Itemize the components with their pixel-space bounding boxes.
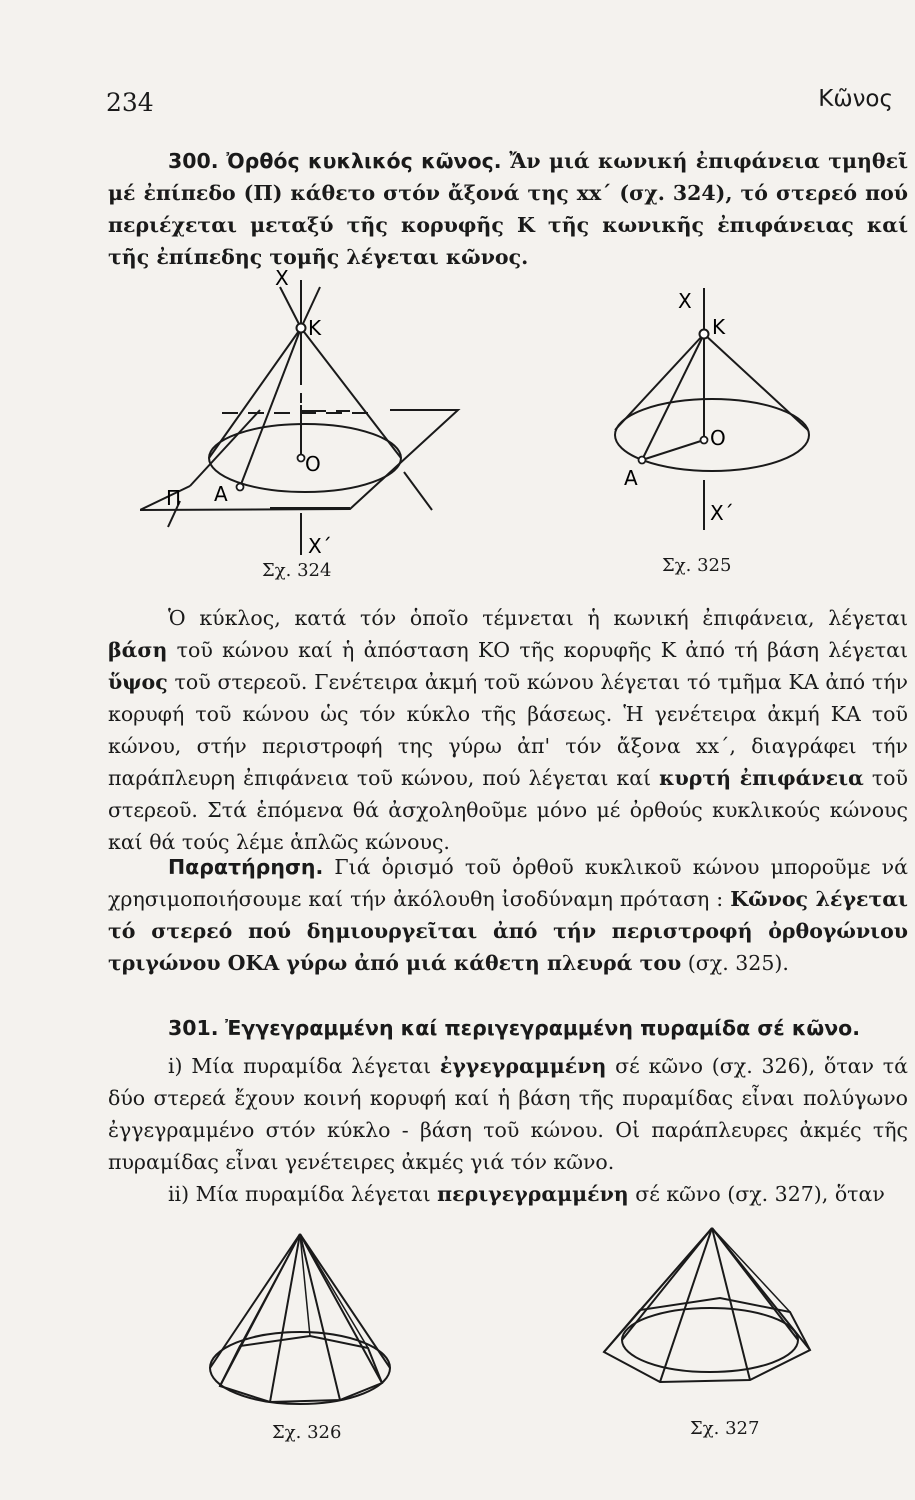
text-run: σέ κῶνο (σχ. 327), ὅταν bbox=[628, 1182, 885, 1206]
figure-325 bbox=[600, 280, 820, 540]
fig325-label-xp: X΄ bbox=[710, 501, 734, 525]
remark-label: Παρατήρηση. bbox=[168, 855, 324, 879]
figure-324 bbox=[140, 265, 470, 565]
fig325-caption: Σχ. 325 bbox=[662, 555, 732, 576]
term-inscribed: ἐγγεγραμμένη bbox=[439, 1054, 607, 1078]
fig324-label-p: Π bbox=[166, 486, 182, 510]
section-301-number: 301. bbox=[168, 1016, 219, 1040]
fig327-caption: Σχ. 327 bbox=[690, 1418, 760, 1439]
figure-326 bbox=[200, 1228, 400, 1418]
text-run: Μία πυραμίδα λέγεται bbox=[189, 1182, 438, 1206]
remark-paragraph bbox=[108, 851, 908, 979]
definition-paragraph bbox=[108, 602, 908, 858]
fig324-label-a: A bbox=[214, 482, 228, 506]
fig324-label-k: K bbox=[308, 316, 322, 340]
remark-statement: Κῶνος λέγεται τό στερεό πού δημιουργεῖται ἀπό τήν περιστροφή ὀρθογώνιου τριγώνου ΟΚΑ γύρω ἀπό μιά κάθετη πλευρά του bbox=[108, 887, 908, 975]
fig324-caption: Σχ. 324 bbox=[262, 560, 332, 581]
section-301-title: Ἐγγεγραμμένη καί περιγεγραμμένη πυραμίδα σέ κῶνο. bbox=[225, 1016, 861, 1040]
base-ellipse-326 bbox=[210, 1332, 390, 1404]
text-run: τοῦ στερεοῦ. Στά ἑπόμενα θά ἀσχοληθοῦμε μόνο μέ ὀρθούς κυκλικούς κώνους καί θά τούς λέμε ἁπλῶς κώνους. bbox=[108, 766, 908, 854]
section-301 bbox=[108, 1012, 908, 1210]
running-head: Κῶνος bbox=[818, 86, 893, 112]
item-i bbox=[108, 1050, 908, 1178]
fig324-label-o: O bbox=[305, 452, 321, 476]
item-ii bbox=[108, 1178, 908, 1210]
term-height: ὕψος bbox=[108, 670, 168, 694]
figure-327 bbox=[600, 1222, 820, 1392]
text-run: (σχ. 325). bbox=[681, 951, 789, 975]
section-300-title: Ὀρθός κυκλικός κῶνος. bbox=[226, 149, 502, 173]
section-300-text: Ἄν μιά κωνική ἐπιφάνεια τμηθεῖ μέ ἐπίπεδο (Π) κάθετο στόν ἄξονά της xx΄ (σχ. 324), τό στερεό πού περιέχεται μεταξύ τῆς κορυφῆς Κ τῆς κωνικῆς ἐπιφάνειας καί τῆς ἐπίπεδης τομῆς λέγεται κῶνος. bbox=[108, 149, 908, 269]
plane-pi bbox=[190, 410, 260, 486]
page-number: 234 bbox=[106, 88, 154, 117]
fig325-label-o: O bbox=[710, 426, 726, 450]
text-run: σέ κῶνο (σχ. 326), ὅταν τά δύο στερεά ἔχουν κοινή κορυφή καί ἡ βάση τῆς πυραμίδας εἶναι πολύγωνο ἐγγεγραμμένο στόν κύκλο - βάση τοῦ κώνου. Οἱ παράπλευρες ἀκμές τῆς πυραμίδας εἶναι γενέτειρες ἀκμές γιά τόν κῶνο. bbox=[108, 1054, 908, 1174]
term-curved-surface: κυρτή ἐπιφάνεια bbox=[659, 766, 864, 790]
term-base: βάση bbox=[108, 638, 168, 662]
text-run: τοῦ κώνου καί ἡ ἀπόσταση ΚΟ τῆς κορυφῆς Κ ἀπό τή βάση λέγεται bbox=[167, 638, 908, 662]
fig324-label-x: X bbox=[275, 266, 289, 290]
section-300-number: 300. bbox=[168, 149, 219, 173]
text-run: Γιά ὁρισμό τοῦ ὀρθοῦ κυκλικοῦ κώνου μποροῦμε νά χρησιμοποιήσουμε καί τήν ἀκόλουθη ἰσοδύναμη πρόταση : bbox=[108, 855, 908, 911]
text-run: Ὁ κύκλος, κατά τόν ὁποῖο τέμνεται ἡ κωνική ἐπιφάνεια, λέγεται bbox=[168, 606, 908, 630]
item-i-label: i) bbox=[168, 1054, 183, 1078]
section-300-paragraph bbox=[108, 145, 908, 273]
fig325-label-a: A bbox=[624, 466, 638, 490]
text-run: τοῦ στερεοῦ. Γενέτειρα ἀκμή τοῦ κώνου λέγεται τό τμῆμα ΚΑ ἀπό τήν κορυφή τοῦ κώνου ὡς τόν κύκλο τῆς βάσεως. Ἡ γενέτειρα ἀκμή ΚΑ τοῦ κώνου, στήν περιστροφή της γύρω ἀπ' τόν ἄξονα xx΄, διαγράφει τήν παράπλευρη ἐπιφάνεια τοῦ κώνου, πού λέγεται καί bbox=[108, 670, 908, 790]
item-ii-label: ii) bbox=[168, 1182, 190, 1206]
fig326-caption: Σχ. 326 bbox=[272, 1422, 342, 1443]
fig324-label-xp: X΄ bbox=[308, 534, 332, 558]
base-ellipse-327 bbox=[622, 1308, 798, 1372]
fig325-label-k: K bbox=[712, 315, 726, 339]
fig325-label-x: X bbox=[678, 289, 692, 313]
text-run: Μία πυραμίδα λέγεται bbox=[182, 1054, 440, 1078]
term-circumscribed: περιγεγραμμένη bbox=[437, 1182, 629, 1206]
